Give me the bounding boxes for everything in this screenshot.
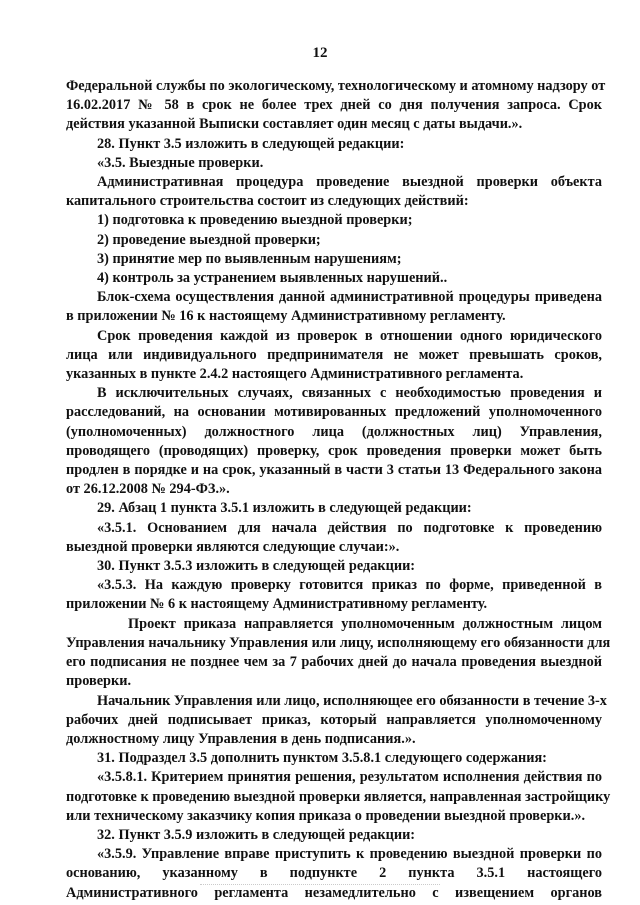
text-line: «3.5.9. Управление вправе приступить к проведению выездной проверки по <box>97 846 602 863</box>
text-line: лица или индивидуального предпринимателя не может превышать сроков, <box>66 346 602 363</box>
text-line: в приложении № 16 к настоящему Административному регламенту. <box>66 308 506 325</box>
text-line: Административная процедура проведение выездной проверки объекта <box>97 174 602 191</box>
page-number: 12 <box>312 45 328 61</box>
text-line: приложении № 6 к настоящему Административному регламенту. <box>66 596 488 613</box>
text-line: должностному лицу Управления в день подписания.». <box>66 730 416 747</box>
text-line: капитального строительства состоит из следующих действий: <box>66 193 469 210</box>
text-line: 32. Пункт 3.5.9 изложить в следующей редакции: <box>97 826 416 843</box>
text-line: Федеральной службы по экологическому, технологическому и атомному надзору от <box>66 78 606 94</box>
text-line: «3.5.3. На каждую проверку готовится приказ по форме, приведенной в <box>97 577 602 594</box>
text-line: Проект приказа направляется уполномоченным должностным лицом <box>128 615 602 632</box>
text-line: проводящего (проводящих) проверку, срок проведения проверки может быть <box>66 442 602 459</box>
text-line: продлен в порядке и на срок, указанный в части 3 статьи 13 Федерального закона <box>66 462 602 479</box>
text-line: Блок-схема осуществления данной административной процедуры приведена <box>97 289 602 306</box>
text-line: Начальник Управления или лицо, исполняющее его обязанности в течение 3-х <box>97 692 607 709</box>
text-line: В исключительных случаях, связанных с необходимостью проведения и <box>97 385 602 402</box>
text-line: действия указанной Выписки составляет один месяц с даты выдачи.». <box>66 116 523 133</box>
footer-divider <box>200 884 440 885</box>
text-line: его подписания не позднее чем за 7 рабочих дней до начала проведения выездной <box>66 654 602 671</box>
text-line: «3.5.1. Основанием для начала действия по подготовке к проведению <box>97 519 602 536</box>
text-line: от 26.12.2008 № 294-ФЗ.». <box>66 481 230 498</box>
text-line: 16.02.2017 № 58 в срок не более трех дней со дня получения запроса. Срок <box>66 97 602 114</box>
text-line: (уполномоченных) должностного лица (должностных лиц) Управления, <box>66 423 602 440</box>
text-line: 4) контроль за устранением выявленных нарушений.. <box>97 270 448 287</box>
text-line: 1) подготовка к проведению выездной проверки; <box>97 212 413 229</box>
text-line: основанию, указанному в подпункте 2 пункта 3.5.1 настоящего <box>66 865 602 882</box>
text-line: Управления начальнику Управления или лицу, исполняющему его обязанности для <box>66 634 611 651</box>
text-line: 28. Пункт 3.5 изложить в следующей редакции: <box>97 135 405 152</box>
text-line: указанных в пункте 2.4.2 настоящего Административного регламента. <box>66 366 524 383</box>
text-line: выездной проверки являются следующие случаи:». <box>66 538 400 555</box>
document-body <box>66 77 611 903</box>
text-line: «3.5. Выездные проверки. <box>97 154 264 171</box>
text-line: подготовке к проведению выездной проверки является, направленная застройщику <box>66 788 611 805</box>
text-line: 31. Подраздел 3.5 дополнить пунктом 3.5.8.1 следующего содержания: <box>97 750 547 767</box>
text-line: проверки. <box>66 673 132 690</box>
text-line: рабочих дней подписывает приказ, который направляется уполномоченному <box>66 711 602 728</box>
text-line: 3) принятие мер по выявленным нарушениям; <box>97 250 402 267</box>
text-line: расследований, на основании мотивированных предложений уполномоченного <box>66 404 602 421</box>
text-line: или техническому заказчику копия приказа о проведении выездной проверки.». <box>66 807 586 824</box>
text-line: «3.5.8.1. Критерием принятия решения, результатом исполнения действия по <box>97 769 602 786</box>
text-line: 30. Пункт 3.5.3 изложить в следующей редакции: <box>97 558 416 575</box>
text-line: 29. Абзац 1 пункта 3.5.1 изложить в следующей редакции: <box>97 500 472 517</box>
text-line: Срок проведения каждой из проверок в отношении одного юридического <box>97 327 602 344</box>
text-line: 2) проведение выездной проверки; <box>97 231 321 248</box>
text-line: Административного регламента незамедлительно с извещением органов <box>66 884 602 901</box>
